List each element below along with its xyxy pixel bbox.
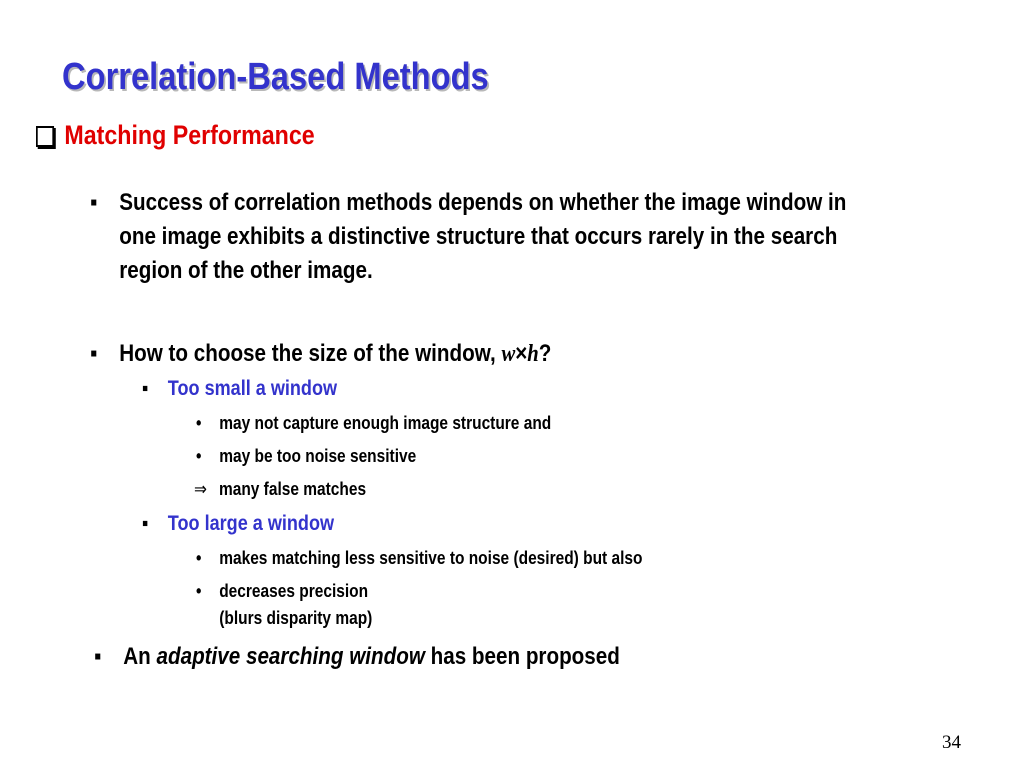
detail-text: makes matching less sensitive to noise (desired) but also <box>219 548 643 568</box>
slide-title: Correlation-Based Methods <box>62 56 489 98</box>
subbullet-label: Too small a window <box>167 377 338 400</box>
subbullet-label: Too large a window <box>167 512 335 535</box>
question-mark: ? <box>538 340 552 367</box>
dot-bullet-icon: • <box>196 446 202 466</box>
bullet-text: Success of correlation methods depends on whether the image window in <box>119 189 847 216</box>
dot-bullet-icon: • <box>196 548 202 568</box>
detail-text: decreases precision <box>219 581 369 601</box>
square-bullet-icon: ▪ <box>142 377 149 400</box>
times-symbol: × <box>515 340 528 367</box>
section-heading-text: Matching Performance <box>64 120 315 150</box>
bullet-text <box>119 337 551 371</box>
adaptive-suffix: has been proposed <box>424 643 620 670</box>
detail-text: may be too noise sensitive <box>219 446 417 466</box>
dot-bullet-icon: • <box>196 413 202 433</box>
square-bullet-icon: ▪ <box>94 643 102 670</box>
detail-text: many false matches <box>218 479 367 499</box>
implies-arrow-icon: ⇒ <box>194 479 207 499</box>
detail-text: (blurs disparity map) <box>219 608 373 628</box>
square-bullet-icon: ▪ <box>90 340 98 367</box>
var-h: h <box>527 341 539 367</box>
page-number: 34 <box>942 732 961 753</box>
bullet-text: region of the other image. <box>119 257 373 284</box>
checkbox-bullet-icon <box>36 126 54 147</box>
section-heading <box>36 120 315 151</box>
dot-bullet-icon: • <box>196 581 202 601</box>
square-bullet-icon: ▪ <box>142 512 149 535</box>
var-w: w <box>501 341 516 367</box>
adaptive-prefix: An <box>123 643 157 670</box>
bullet-text: one image exhibits a distinctive structure that occurs rarely in the search <box>119 223 838 250</box>
detail-text: may not capture enough image structure and <box>219 413 552 433</box>
bullet-text <box>123 640 620 674</box>
square-bullet-icon: ▪ <box>90 189 98 216</box>
question-prefix: How to choose the size of the window, <box>119 340 502 367</box>
adaptive-emphasis: adaptive searching window <box>156 643 425 670</box>
